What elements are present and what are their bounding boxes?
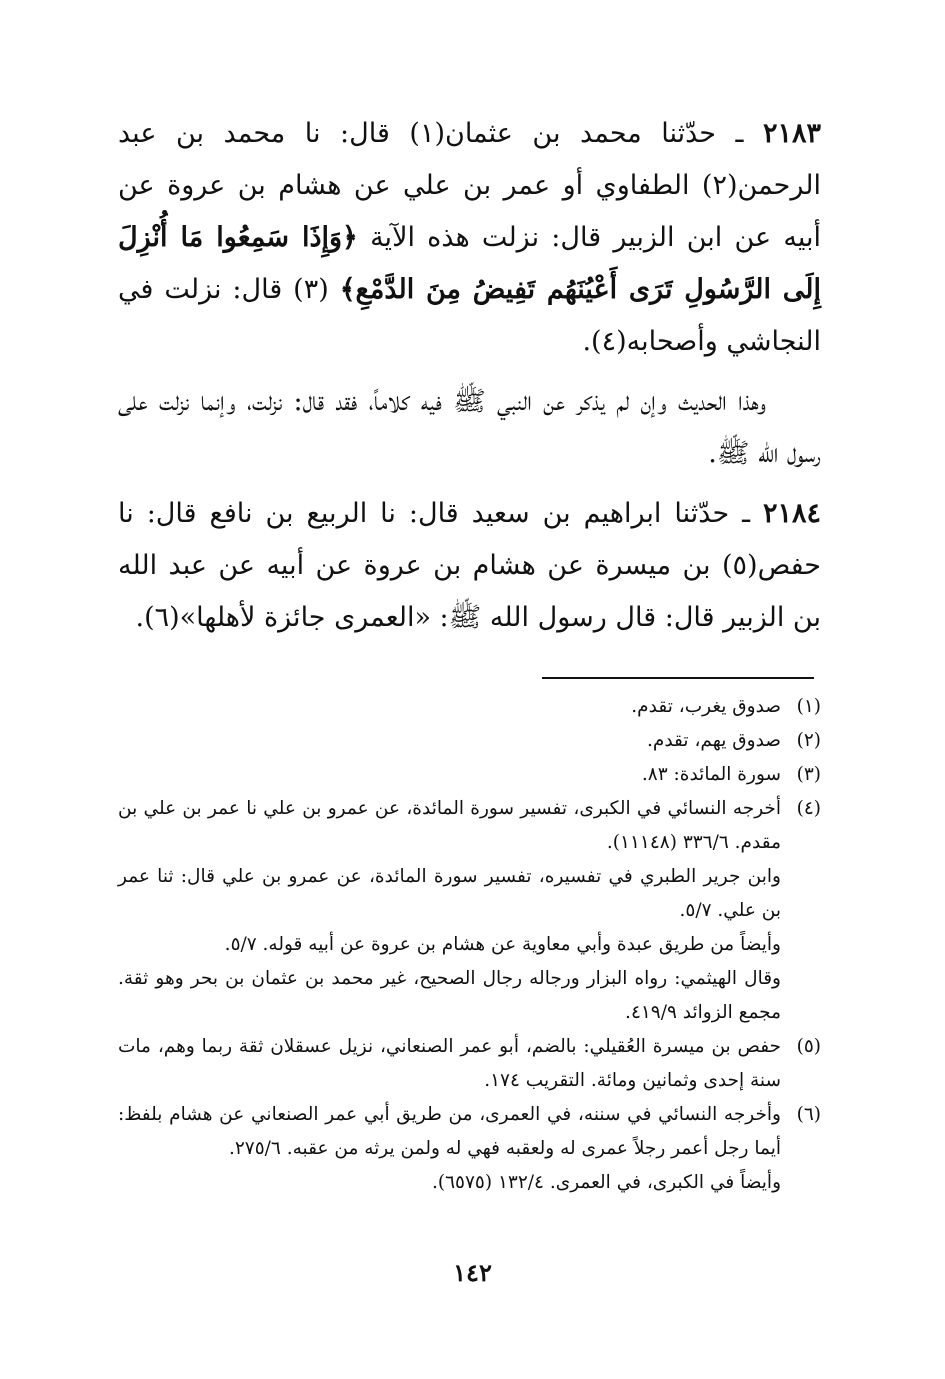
footnote-number: (٢): [796, 730, 821, 751]
footnote: [118, 724, 821, 758]
footnote-number: (٥): [796, 1036, 821, 1057]
hadith-text: ـ حدّثنا ابراهيم بن سعيد قال: نا الربيع بن نافع قال: نا حفص(٥) بن ميسرة عن هشام بن عروة عن أبيه عن عبد الله بن الزبير قال: قال رسول الله ﷺ: «العمرى جائزة لأهلها»(٦).: [118, 498, 821, 633]
footnote-number: (٣): [796, 764, 821, 785]
commentary: وهذا الحديث وإن لم يذكر عن النبي ﷺ فيه كلاماً، فقد قال: نزلت، وإنما نزلت على رسول الله ﷺ.: [118, 386, 821, 469]
footnote-number: (٤): [796, 798, 821, 819]
footnote: [118, 758, 821, 792]
footnote-text: وابن جرير الطبري في تفسيره، تفسير سورة المائدة، عن عمرو بن علي قال: ثنا عمر بن علي. ٥/٧.: [118, 866, 781, 921]
footnote-text: صدوق يغرب، تقدم.: [631, 696, 781, 717]
page-number: ١٤٢: [453, 1258, 492, 1287]
hadith-text-after: (٣) قال: نزلت في النجاشي وأصحابه(٤).: [118, 274, 821, 357]
footnote-text: أخرجه النسائي في الكبرى، تفسير سورة المائدة، عن عمرو بن علي نا عمر بن علي بن مقدم. ٣٣٦/٦ (١١١٤٨).: [118, 798, 781, 853]
footnote-text: وقال الهيثمي: رواه البزار ورجاله رجال الصحيح، غير محمد بن عثمان بن بحر وهو ثقة. مجمع الزوائد ٤١٩/٩.: [118, 968, 781, 1023]
hadith-number: ٢١٨٣: [762, 118, 821, 149]
hadith-number: ٢١٨٤: [762, 498, 821, 529]
footnote-text: وأيضاً من طريق عبدة وأبي معاوية عن هشام بن عروة عن أبيه قوله. ٥/٧.: [224, 934, 781, 955]
hadith-2183: [118, 108, 821, 368]
footnote: [118, 792, 821, 1030]
footnotes: [118, 690, 821, 1200]
footnote-text: وأيضاً في الكبرى، في العمرى. ١٣٢/٤ (٦٥٧٥).: [432, 1172, 781, 1193]
footnote-number: (٦): [796, 1104, 821, 1125]
footnote: [118, 1098, 821, 1200]
footnote-text: حفص بن ميسرة العُقيلي: بالضم، أبو عمر الصنعاني، نزيل عسقلان ثقة ربما وهم، مات سنة إحدى وثمانين ومائة. التقريب ١٧٤.: [118, 1036, 781, 1091]
footnote-separator: [542, 677, 814, 679]
footnote: [118, 1030, 821, 1098]
footnote: [118, 690, 821, 724]
footnote-text: صدوق يهم، تقدم.: [647, 730, 781, 751]
hadith-2184: [118, 488, 821, 644]
main-text: [118, 108, 821, 644]
footnote-text: سورة المائدة: ٨٣.: [641, 764, 781, 785]
hadith-text: ـ حدّثنا محمد بن عثمان(١) قال: نا محمد بن عبد الرحمن(٢) الطفاوي أو عمر بن علي عن هشام بن عروة عن أبيه عن ابن الزبير قال: نزلت هذه الآية: [118, 118, 821, 253]
footnote-text: وأخرجه النسائي في سننه، في العمرى، من طريق أبي عمر الصنعاني عن هشام بلفظ: أيما رجل أعمر رجلاً عمرى له ولعقبه فهي له ولمن يرثه من عقبه. ٢٧٥/٦.: [118, 1104, 781, 1159]
footnote-number: (١): [796, 696, 821, 717]
quran-verse: ﴿وَإِذَا سَمِعُوا مَا أُنْزِلَ إِلَى الرَّسُولِ تَرَى أَعْيُنَهُم تَفِيضُ مِنَ الدَّمْعِ﴾: [118, 222, 821, 305]
